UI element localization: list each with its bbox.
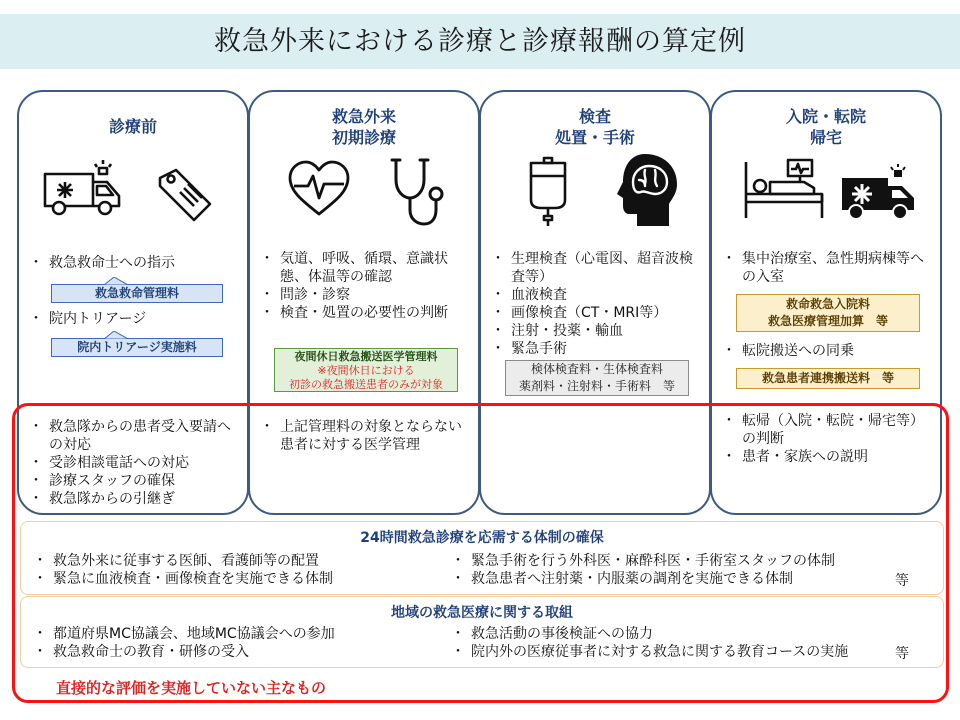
page-title: 救急外来における診療と診療報酬の算定例 (0, 14, 960, 69)
price-tag-icon (154, 164, 214, 224)
tag-transfer-fee: 救急患者連携搬送料 等 (736, 368, 920, 389)
tag-pointer (104, 277, 128, 285)
tests-items: ・ 生理検査（心電図、超音波検査等） ・ 血液検査 ・ 画像検査（CT・MRI等） ・ 注射・投薬・輸血 ・ 緊急手術 (489, 250, 705, 358)
section-title: 24時間救急診療を応需する体制の確保 (360, 530, 604, 546)
tag-emergency-lifesaver-fee: 救急救命管理料 (51, 284, 223, 303)
initial-care-lower: ・ 上記管理料の対象とならない患者に対する医学管理 (258, 418, 468, 454)
section1-right: ・ 緊急手術を行う外科医・麻酔科医・手術室スタッフの体制 ・ 救急患者へ注射薬・内服薬の調剤を実施できる体制 (449, 552, 879, 588)
tag-triage-fee: 院内トリアージ実施料 (51, 338, 223, 357)
iv-drip-icon (525, 154, 571, 228)
pre-items-lower: ・ 救急隊からの患者受入要請への対応 ・ 受診相談電話への対応 ・ 診療スタッフの確保 ・ 救急隊からの引継ぎ (27, 418, 237, 508)
section-title: 地域の救急医療に関する取組 (391, 605, 573, 621)
not-evaluated-note: 直接的な評価を実施していない主なもの (56, 679, 327, 697)
column-heading: 入院・転院 帰宅 (785, 107, 866, 147)
section1-suffix: 等 (895, 573, 909, 589)
tag-night-holiday-fee: 夜間休日救急搬送医学管理料 ※夜間休日における 初診の救急搬送患者のみが対象 (274, 348, 458, 392)
heart-pulse-icon (286, 158, 352, 220)
ambulance-icon (41, 158, 125, 220)
pre-items-top: ・ 救急救命士への指示 (27, 254, 247, 272)
stethoscope-icon (386, 156, 446, 228)
admission-lower: ・ 転帰（入院・転院・帰宅等）の判断 ・ 患者・家族への説明 (720, 412, 934, 466)
tag-pointer (104, 331, 128, 339)
section-24h-system (20, 521, 944, 595)
column-heading: 救急外来 初期診療 (331, 107, 396, 147)
column-heading: 診療前 (108, 117, 157, 136)
admission-items-a: ・ 集中治療室、急性期病棟等への入室 (720, 250, 934, 286)
tag-icu-admission-fee: 救命救急入院料 救急医療管理加算 等 (736, 294, 920, 332)
hospital-bed-icon (742, 158, 826, 220)
section-regional-efforts (20, 596, 944, 668)
section2-suffix: 等 (895, 646, 909, 662)
initial-care-items: ・ 気道、呼吸、循環、意識状態、体温等の確認 ・ 問診・診察 ・ 検査・処置の必要性の判断 (258, 250, 470, 322)
ambulance-icon (840, 164, 918, 222)
section1-left: ・ 救急外来に従事する医師、看護師等の配置 ・ 緊急に血液検査・画像検査を実施できる体制 (31, 552, 451, 588)
tag-test-fees: 検体検査料・生体検査料 薬剤料・注射料・手術料 等 (505, 360, 689, 396)
column-heading: 検査 処置・手術 (554, 107, 635, 147)
section2-right: ・ 救急活動の事後検証への協力 ・ 院内外の医療従事者に対する救急に関する教育コースの実施 (449, 625, 879, 661)
section2-left: ・ 都道府県MC協議会、地域MC協議会への参加 ・ 救急救命士の教育・研修の受入 (31, 625, 451, 661)
admission-items-b: ・ 転院搬送への同乗 (720, 342, 934, 360)
pre-items-triage: ・ 院内トリアージ (27, 310, 247, 328)
brain-head-icon (615, 152, 681, 228)
